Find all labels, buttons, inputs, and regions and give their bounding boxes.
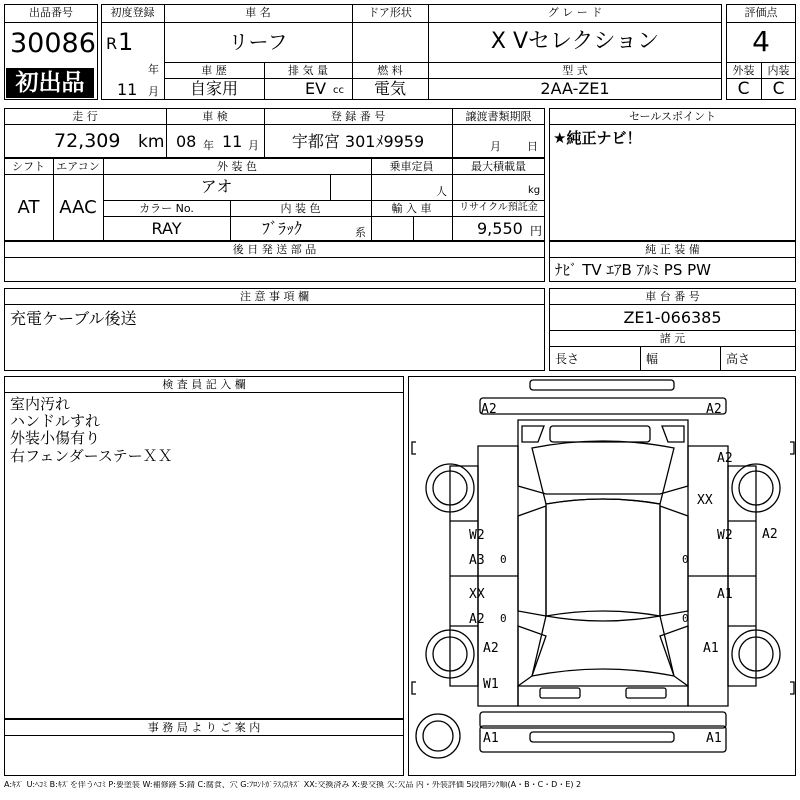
displacement-unit: cc [333,85,344,96]
damage-rear-left: A1 [483,731,499,746]
fuel-label: 燃 料 [377,64,403,77]
shift-label: シフト [12,160,45,173]
transfer-month-unit: 月 [490,140,501,153]
interior-color-label: 内 装 色 [280,202,321,215]
door-label: ドア形状 [368,6,412,19]
damage-right-front-door-w: W2 [717,528,733,543]
inspection-month: 11 [222,132,243,151]
max-load-unit: kg [528,185,541,196]
width-label: 幅 [646,352,659,366]
first-reg-label: 初度登録 [110,6,155,19]
era: R [106,34,118,53]
first-listing-badge: 初出品 [6,68,94,98]
damage-left-rear-fender: A2 [483,641,499,656]
color-no-label: カラー No. [139,202,194,215]
transfer-day-unit: 日 [527,140,538,153]
reg-label: 登 録 番 号 [330,110,386,123]
grade-label: グ レ ー ド [547,6,603,19]
mileage-unit: km [138,132,165,152]
damage-left-front-door-w: W2 [469,528,485,543]
inspection-year: 08 [176,132,197,151]
sales-point-label: セールスポイント [628,110,716,123]
era-year: 1 [118,28,134,56]
car-diagram [410,376,796,776]
interior-color-unit: 系 [355,226,366,239]
sales-point: ★純正ナビ！ [553,129,642,147]
damage-left-front-door-a: A3 [469,553,485,568]
exterior-label: 外装 [732,64,755,77]
registration-number: 宇都宮 301ﾒ9959 [291,132,425,151]
aircon-label: エアコン [56,160,100,173]
damage-right-front-fender: A2 [717,451,733,466]
damage-small-r2: 0 [682,612,689,625]
equipment: ﾅﾋﾞ TV ｴｱB ｱﾙﾐ PS PW [555,261,711,279]
score: 4 [752,25,770,58]
grade: X Vセレクション [490,29,660,54]
dims-label: 諸 元 [659,332,686,345]
recycle-unit: 円 [530,224,543,238]
office-label: 事 務 局 よ り ご 案 内 [147,721,261,734]
damage-rear-right: A1 [706,731,722,746]
history-label: 車 歴 [201,64,227,77]
damage-small-l1: 0 [500,553,507,566]
recycle-fee: 9,550 [477,219,523,238]
length-label: 長さ [555,352,580,366]
mileage: 72,309 [54,130,121,152]
interior-label: 内装 [767,64,790,77]
notes: 充電ケーブル後送 [10,309,137,328]
notes-label: 注 意 事 項 欄 [240,290,309,303]
history: 自家用 [189,79,238,98]
displacement: EV [305,79,327,98]
fuel: 電気 [373,79,406,98]
color-no: RAY [151,219,182,238]
damage-front-right: A2 [706,402,722,417]
inspector-label: 検 査 員 記 入 欄 [162,378,246,391]
month-unit: 月 [148,85,159,98]
car-name-label: 車 名 [245,6,271,19]
inspector-line: ハンドルすれ [10,412,101,430]
capacity-unit: 人 [436,185,447,198]
damage-left-rear-door-a: A2 [469,612,485,627]
inspection-month-unit: 月 [248,139,259,152]
damage-legend: A:ｷｽﾞ U:ﾍｺﾐ B:ｷｽﾞを伴うﾍｺﾐ P:要塗装 W:補修跡 S:錆 C:腐食、穴 G:ﾌﾛﾝﾄｶﾞﾗｽ点ｷｽﾞ XX:交換済み X:要交換 欠:欠品 内・外装評価 5段階ﾗﾝｸ順(A・B・C・D・E) 2 [4,781,582,789]
inspection-label: 車 検 [202,110,228,123]
lot-number: 30086 [10,28,96,59]
inspector-line: 外装小傷有り [10,429,101,447]
inspection-year-unit: 年 [203,139,214,152]
damage-right-rear-door-a: A1 [717,587,733,602]
aircon: AAC [59,197,97,218]
damage-right-rear-fender: A1 [703,641,719,656]
damage-right-front-wheel: XX [697,493,713,508]
damage-left-rear-w: W1 [483,677,499,692]
import-label: 輸 入 車 [391,202,432,215]
capacity-label: 乗車定員 [389,160,434,173]
damage-small-l2: 0 [500,612,507,625]
later-parts-label: 後 日 発 送 部 品 [232,243,317,256]
interior-color: ﾌﾞﾗｯｸ [262,219,303,238]
exterior-grade: C [737,79,750,99]
score-label: 評価点 [744,6,778,19]
chassis-number: ZE1-066385 [623,308,722,327]
displacement-label: 排 気 量 [288,64,328,77]
exterior-color: アオ [200,177,233,196]
model-code: 2AA-ZE1 [540,79,610,98]
car-name: リーフ [228,30,288,54]
damage-front-left: A2 [481,402,497,417]
inspector-line: 右フェンダーステーＸＸ [10,447,173,465]
damage-left-rear-door-xx: XX [469,587,485,602]
max-load-label: 最大積載量 [471,160,526,173]
lot-label: 出品番号 [29,6,73,19]
interior-grade: C [772,79,785,99]
damage-small-r1: 0 [682,553,689,566]
first-reg-month: 11 [117,80,138,99]
damage-right-side-far: A2 [762,527,778,542]
equipment-label: 純 正 装 備 [645,243,700,256]
shift: AT [17,197,40,218]
height-label: 高さ [726,352,751,366]
recycle-label: リサイクル預託金 [459,202,538,213]
chassis-label: 車 台 番 号 [645,290,700,303]
inspector-line: 室内汚れ [10,395,71,413]
sales-point-box [549,108,796,241]
year-unit: 年 [148,63,159,76]
model-label: 型 式 [562,64,588,77]
mileage-label: 走 行 [72,110,98,123]
transfer-label: 譲渡書類期限 [465,110,532,123]
exterior-color-label: 外 装 色 [217,160,257,173]
